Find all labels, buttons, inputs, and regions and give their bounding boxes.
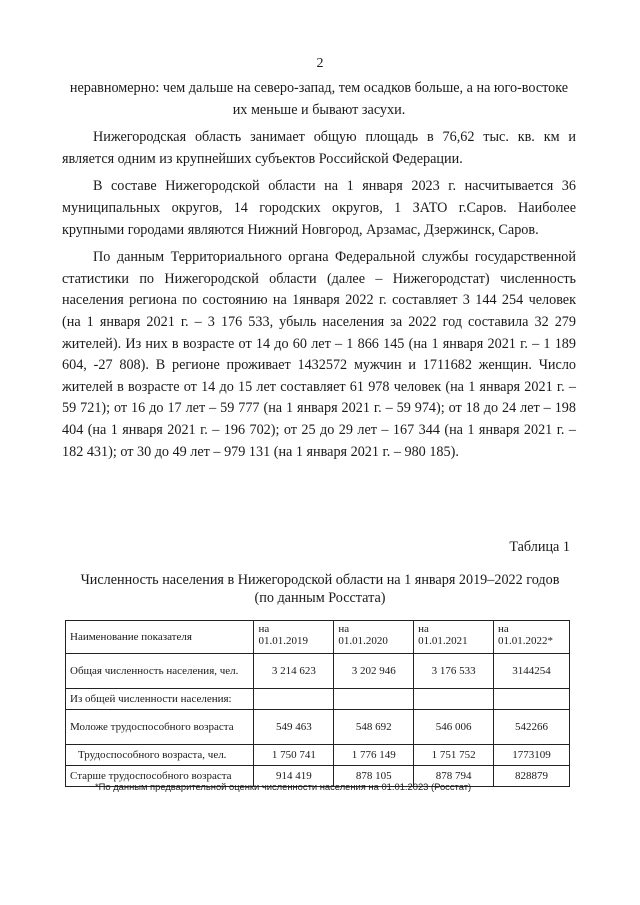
row-value: 914 419 xyxy=(254,766,334,787)
header-year: 01.01.2022* xyxy=(498,635,554,647)
table-row xyxy=(66,689,570,710)
row-value: 549 463 xyxy=(254,710,334,745)
table-row xyxy=(66,654,570,689)
table-row xyxy=(66,710,570,745)
row-value: 878 105 xyxy=(334,766,414,787)
row-value: 542266 xyxy=(494,710,570,745)
header-indicator-name: Наименование показателя xyxy=(66,621,254,654)
header-year-2019 xyxy=(254,621,334,654)
table-label: Таблица 1 xyxy=(509,539,570,555)
header-prefix: на xyxy=(498,623,509,635)
paragraph-area: Нижегородская область занимает общую площадь в 76,62 тыс. кв. км и является одним из крупнейших субъектов Российской Федерации. xyxy=(62,129,576,167)
table-title xyxy=(0,571,640,607)
paragraph-continued-line1: неравномерно: чем дальше на северо-запад, тем осадков больше, а на юго-востоке xyxy=(69,80,569,96)
row-value: 548 692 xyxy=(334,710,414,745)
header-year: 01.01.2020 xyxy=(338,635,388,647)
row-label: Моложе трудоспособного возраста xyxy=(66,710,254,745)
paragraph-population: По данным Территориального органа Федеральной службы государственной статистики по Нижегородской области (далее – Нижегородстат) численность населения региона по состоянию на 1января 2022 г. составляет 3 144 254 человек (на 1 января 2021 г. – 3 176 533, убыль населения за 2022 год составила 32 279 жителей). Из них в возрасте от 14 до 60 лет – 1 866 145 (на 1 января 2021 г. – 1 189 604, -27 808). В регионе проживает 1432572 мужчин и 1711682 женщин. Число жителей в возрасте от 14 до 15 лет составляет 61 978 человек (на 1 января 2021 г. – 59 721); от 16 до 17 лет – 59 777 (на 1 января 2021 г. – 59 974); от 18 до 24 лет – 198 404 (на 1 января 2021 г. – 196 702); от 25 до 29 лет – 167 344 (на 1 января 2021 г. – 182 431); от 30 до 49 лет – 979 131 (на 1 января 2021 г. – 980 185). xyxy=(62,249,576,460)
row-value xyxy=(414,689,494,710)
header-year-2020 xyxy=(334,621,414,654)
row-label: Старше трудоспособного возраста xyxy=(66,766,254,787)
table-header-row xyxy=(66,621,570,654)
row-value xyxy=(334,689,414,710)
header-prefix: на xyxy=(258,623,270,635)
row-value: 1 751 752 xyxy=(414,745,494,766)
table-title-line2: (по данным Росстата) xyxy=(254,590,386,606)
row-label: Из общей численности населения: xyxy=(66,689,254,710)
header-year: 01.01.2019 xyxy=(258,635,308,647)
row-label: Трудоспособного возраста, чел. xyxy=(66,745,254,766)
row-value: 1773109 xyxy=(494,745,570,766)
row-label: Общая численность населения, чел. xyxy=(66,654,254,689)
row-value: 878 794 xyxy=(414,766,494,787)
row-value xyxy=(494,689,570,710)
row-value xyxy=(254,689,334,710)
table-title-line1: Численность населения в Нижегородской области на 1 января 2019–2022 годов xyxy=(80,572,560,588)
row-value: 1 750 741 xyxy=(254,745,334,766)
header-year: 01.01.2021 xyxy=(418,635,468,647)
row-value: 3 176 533 xyxy=(414,654,494,689)
page-number: 2 xyxy=(316,56,324,71)
header-prefix: на xyxy=(338,623,350,635)
header-year-2021 xyxy=(414,621,494,654)
table-footnote: *По данным предварительной оценки численности населения на 01.01.2023 (Росстат) xyxy=(95,781,472,792)
population-table xyxy=(65,620,570,787)
table-row xyxy=(66,745,570,766)
paragraph-municipalities: В составе Нижегородской области на 1 января 2023 г. насчитывается 36 муниципальных округов, 14 городских округов, 1 ЗАТО г.Саров. Наиболее крупными городами являются Нижний Новгород, Арзамас, Дзержинск, Саров. xyxy=(62,178,576,238)
paragraph-continued-line2: их меньше и бывают засухи. xyxy=(232,101,406,118)
header-year-2022 xyxy=(494,621,570,654)
row-value: 3 214 623 xyxy=(254,654,334,689)
body-text xyxy=(62,78,576,469)
row-value: 3144254 xyxy=(494,654,570,689)
header-prefix: на xyxy=(418,623,429,635)
row-value: 828879 xyxy=(494,766,570,787)
row-value: 546 006 xyxy=(414,710,494,745)
row-value: 3 202 946 xyxy=(334,654,414,689)
row-value: 1 776 149 xyxy=(334,745,414,766)
